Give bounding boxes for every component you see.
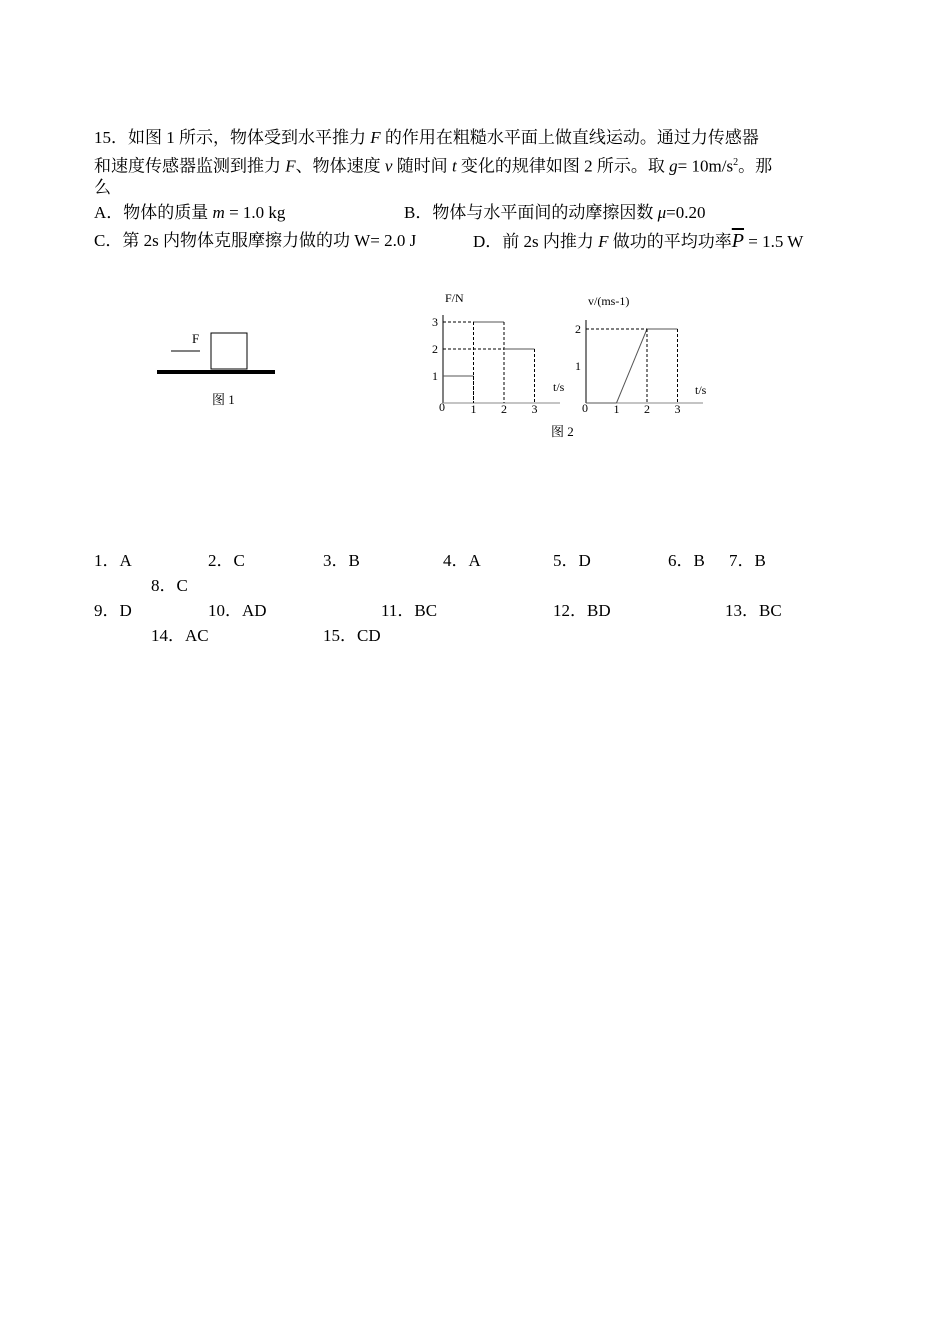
velocity-chart: [575, 294, 707, 416]
block: [211, 333, 247, 369]
velocity-xtick: 1: [613, 402, 620, 416]
velocity-ytick: 1: [575, 359, 581, 373]
figure-2: [410, 285, 720, 445]
figure-2-caption: 图 2: [551, 424, 574, 439]
text: =0.20: [666, 203, 706, 222]
answer-item: 12．BD: [553, 601, 611, 620]
question-line-1: [94, 126, 759, 150]
var-v: v: [384, 156, 393, 176]
force-ytick: 2: [432, 342, 438, 356]
force-ytick: 3: [432, 315, 438, 329]
velocity-ylabel: v/(ms-1): [588, 294, 630, 308]
force-chart: [432, 291, 565, 416]
answer-item: 2．C: [208, 551, 245, 570]
text: A．物体的质量: [94, 203, 213, 222]
force-xtick: 1: [470, 402, 477, 416]
answer-item: 4．A: [443, 551, 481, 570]
force-label: F: [192, 331, 200, 346]
var-p-bar: $\overline{P}$: [731, 230, 745, 252]
answer-item: 8．C: [151, 576, 188, 595]
answer-item: 11．BC: [381, 601, 438, 620]
option-c: C．第 2s 内物体克服摩擦力做的功 W= 2.0 J: [94, 231, 417, 250]
velocity-xlabel: t/s: [695, 383, 707, 397]
text: 随时间: [392, 156, 452, 176]
answer-item: 7．B: [729, 551, 766, 570]
figure-1: [150, 325, 285, 415]
velocity-origin: 0: [582, 401, 588, 415]
var-m: m: [212, 203, 225, 222]
answer-item: 5．D: [553, 551, 591, 570]
text: 15．如图 1 所示，物体受到水平推力: [94, 128, 371, 147]
option-d: [473, 229, 803, 254]
text: 变化的规律如图 2 所示。取: [456, 156, 670, 176]
var-t: t: [451, 156, 457, 176]
text: 的作用在粗糙水平面上做直线运动。通过力传感器: [380, 128, 759, 147]
var-f: F: [285, 156, 296, 176]
option-b: [404, 201, 705, 225]
answer-item: 1．A: [94, 551, 132, 570]
text: B．物体与水平面间的动摩擦因数: [404, 203, 658, 222]
text: = 1.0 kg: [224, 203, 286, 222]
text: 。那: [738, 156, 773, 176]
velocity-segment: [617, 329, 648, 403]
velocity-xtick: 3: [674, 402, 681, 416]
text: D．前 2s 内推力: [473, 232, 599, 251]
velocity-ytick: 2: [575, 322, 581, 336]
answer-item: 14．AC: [151, 626, 209, 645]
answer-item: 3．B: [323, 551, 360, 570]
ground: [157, 370, 275, 374]
text: = 1.5 W: [744, 232, 804, 251]
force-xtick: 3: [531, 402, 538, 416]
var-mu: μ: [657, 203, 667, 222]
text: = 10m/s: [677, 156, 734, 176]
var-g: g: [669, 156, 678, 176]
force-ylabel: F/N: [445, 291, 464, 305]
force-xtick: 2: [501, 402, 507, 416]
answer-item: 9．D: [94, 601, 132, 620]
text: 、物体速度: [295, 156, 385, 176]
answer-item: 6．B: [668, 551, 705, 570]
var-f: F: [598, 232, 609, 251]
text: 和速度传感器监测到推力: [94, 156, 286, 176]
answer-item: 13．BC: [725, 601, 782, 620]
question-line-2: [94, 151, 772, 179]
option-a: [94, 201, 285, 225]
velocity-xtick: 2: [644, 402, 650, 416]
force-origin: 0: [439, 400, 445, 414]
superscript: 2: [733, 157, 739, 168]
figure-1-caption: 图 1: [212, 392, 235, 407]
force-xlabel: t/s: [553, 380, 565, 394]
question-line-3: 么: [94, 178, 111, 197]
answer-item: 10．AD: [208, 601, 267, 620]
text: 做功的平均功率: [608, 232, 732, 251]
force-ytick: 1: [432, 369, 438, 383]
answer-item: 15．CD: [323, 626, 381, 645]
var-f: F: [370, 128, 381, 147]
